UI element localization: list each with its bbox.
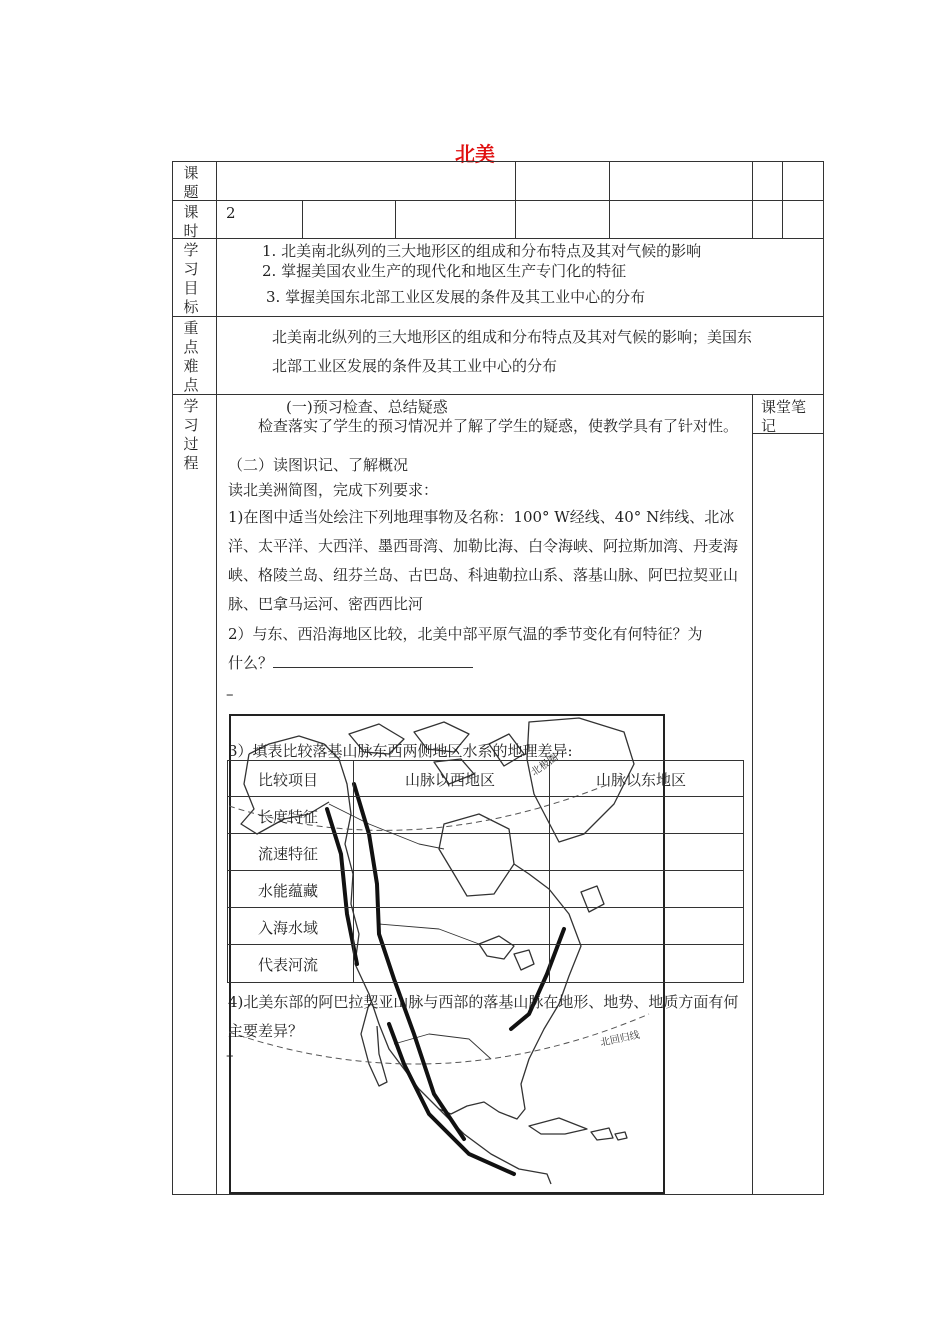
compare-row-label: 入海水域 <box>258 919 319 937</box>
objective-item: 3. 掌握美国东北部工业区发展的条件及其工业中心的分布 <box>266 288 646 306</box>
compare-header: 山脉以西地区 <box>405 771 496 789</box>
period-label: 课时 <box>183 203 199 240</box>
compare-row-label: 长度特征 <box>258 808 319 826</box>
page-title: 北美 <box>455 142 495 166</box>
keypoints-line: 北部工业区发展的条件及其工业中心的分布 <box>272 357 558 375</box>
period-value: 2 <box>226 204 236 222</box>
section1-text: 检查落实了学生的预习情况并了解了学生的疑惑，使教学具有了针对性。 <box>258 417 739 435</box>
section2-intro: 读北美洲简图，完成下列要求： <box>228 481 439 499</box>
dash-mark: – <box>226 1046 234 1064</box>
dash-mark: – <box>226 685 234 703</box>
compare-header: 比较项目 <box>258 771 319 789</box>
topic-label: 课题 <box>183 164 199 201</box>
compare-row-label: 水能蕴藏 <box>258 882 319 900</box>
objectives-label: 学习目标 <box>183 241 199 316</box>
question-2: 2）与东、西沿海地区比较，北美中部平原气温的季节变化有何特征？为 <box>228 625 703 643</box>
question-2-tail-text: 什么？ <box>228 654 274 672</box>
objective-item: 2. 掌握美国农业生产的现代化和地区生产专门化的特征 <box>262 262 627 280</box>
keypoints-line: 北美南北纵列的三大地形区的组成和分布特点及其对气候的影响；美国东 <box>272 328 753 346</box>
compare-header: 山脉以东地区 <box>596 771 687 789</box>
question-3: 3）填表比较落基山脉东西两侧地区水系的地理差异: <box>228 742 573 760</box>
question-1: 1)在图中适当处绘注下列地理事物及名称：100° W经线、40° N纬线、北冰洋、太平洋、大西洋、墨西哥湾、加勒比海、白令海峡、阿拉斯加湾、丹麦海峡、格陵兰岛、纽芬兰岛、古巴岛、科迪勒拉山系、落基山脉、阿巴拉契亚山脉、巴拿马运河、密西西比河 <box>228 508 739 613</box>
question-4: 4)北美东部的阿巴拉契亚山脉与西部的落基山脉在地形、地势、地质方面有何主要差异？ <box>228 993 739 1040</box>
objective-item: 1. 北美南北纵列的三大地形区的组成和分布特点及其对气候的影响 <box>262 242 702 260</box>
section2-heading: （二）读图识记、了解概况 <box>228 456 409 474</box>
compare-row-label: 代表河流 <box>258 956 319 974</box>
tropic-label: 北回归线 <box>599 1029 641 1049</box>
compare-row-label: 流速特征 <box>258 845 319 863</box>
notes-label: 课堂笔记 <box>761 398 807 435</box>
arctic-circle-label: 北极圈 <box>529 752 561 779</box>
keypoints-label: 重点难点 <box>183 319 199 394</box>
section1-heading: (一)预习检查、总结疑惑 <box>286 398 448 416</box>
process-label: 学习过程 <box>183 397 199 472</box>
